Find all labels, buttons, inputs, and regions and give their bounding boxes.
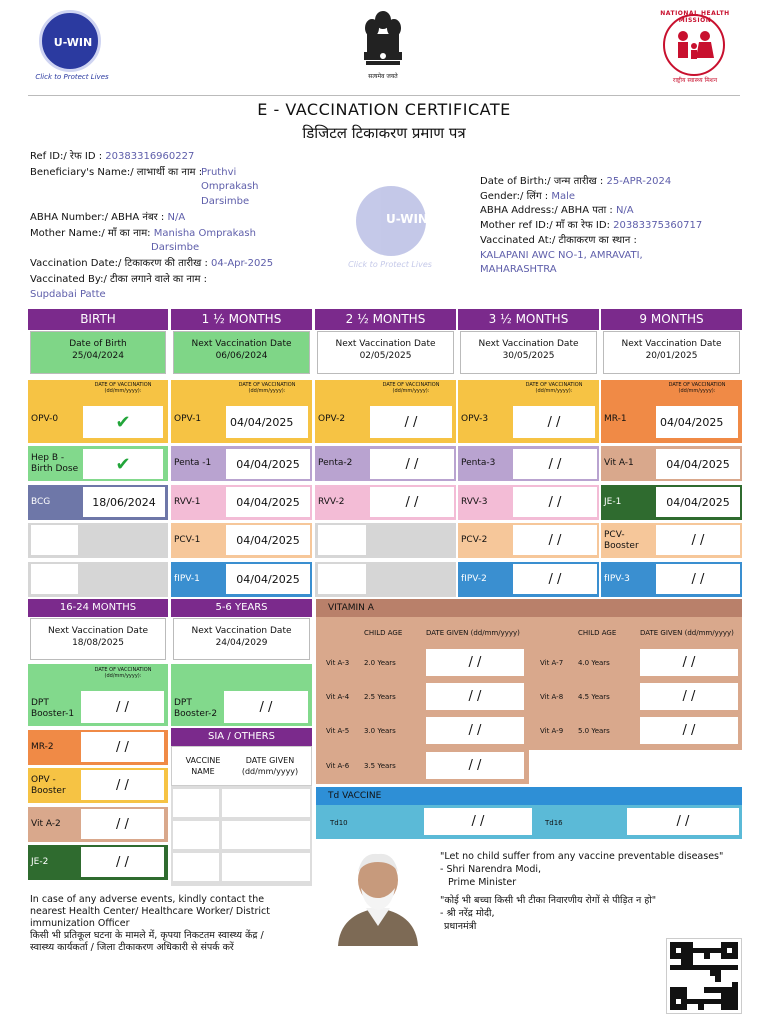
pcv-booster-label	[604, 530, 639, 552]
caption-line-2: (dd/mm/yyyy):	[104, 388, 142, 394]
opv-booster-label	[31, 775, 66, 797]
uwin-logo-text: U-WIN	[53, 36, 93, 49]
nhm-logo	[655, 10, 735, 82]
je-2-label: JE-2	[31, 857, 49, 867]
vit-a-3-age: 2.0 Years	[364, 659, 396, 667]
vitamin-a-header: VITAMIN A	[316, 599, 742, 617]
col-header-9-months: 9 MONTHS	[601, 309, 742, 330]
dpt-booster-2-date-field[interactable]: / /	[224, 691, 308, 723]
sia-others-header: SIA / OTHERS	[171, 728, 312, 746]
sia-date-field-1[interactable]	[222, 789, 310, 817]
adverse-events-line-2: nearest Health Center/ Healthcare Worker/ District	[30, 906, 270, 917]
vaccination-date-row	[30, 257, 273, 271]
hep-b-label-2: Birth Dose	[31, 463, 79, 474]
je-2-date-field[interactable]: / /	[81, 847, 164, 877]
adverse-events-notice	[30, 894, 320, 954]
vit-a-9-age: 5.0 Years	[578, 727, 610, 735]
vit-a-6-age: 3.5 Years	[364, 762, 396, 770]
td-10-label: Td10	[330, 819, 348, 827]
next-date-value-16-24: 18/08/2025	[72, 638, 124, 648]
vit-a-5-date-field[interactable]: / /	[426, 717, 524, 744]
abha-address-label: ABHA Address:/ ABHA पता :	[480, 205, 613, 216]
hep-b-date-field[interactable]	[83, 449, 163, 479]
national-emblem	[358, 8, 408, 82]
sia-col2-line1: DATE GIVEN	[245, 756, 295, 765]
beneficiary-name-2: Omprakash	[201, 181, 259, 192]
mother-label: Mother Name:/ माँ का नाम:	[30, 228, 151, 239]
opv-booster-label-1: OPV -	[31, 774, 56, 785]
hep-b-label-1: Hep B -	[31, 452, 65, 463]
td-10-date-field[interactable]: / /	[424, 808, 532, 835]
je-1-label: JE-1	[604, 497, 622, 507]
rvv-2-date-field[interactable]: / /	[370, 487, 454, 517]
opv-3-date-field[interactable]: / /	[513, 406, 595, 438]
sia-col1-line1: VACCINE	[185, 756, 221, 765]
birth-empty-field-2[interactable]	[31, 564, 78, 594]
next-date-value-5-6: 24/04/2029	[215, 638, 268, 648]
nhm-subtitle: राष्ट्रीय स्वास्थ्य मिशन	[672, 77, 718, 84]
sia-vaccine-name-field-3[interactable]	[173, 853, 219, 881]
beneficiary-name-3: Darsimbe	[201, 196, 250, 207]
opv-booster-label-2: Booster	[31, 785, 66, 796]
adverse-events-line-5: स्वास्थ्य कार्यकर्ता / जिला टीकाकरण अधिकारी से संपर्क करें	[30, 942, 234, 953]
pm-quote-line-2: - Shri Narendra Modi,	[440, 864, 542, 875]
opv-booster-date-field[interactable]: / /	[81, 770, 164, 800]
col-header-birth: BIRTH	[28, 309, 168, 330]
rvv-1-label: RVV-1	[174, 497, 201, 507]
vaccinated-by-value: Supdabai Patte	[30, 289, 106, 300]
next-date-value-9: 20/01/2025	[645, 351, 698, 361]
penta-1-date-field[interactable]: 04/04/2025	[226, 449, 310, 479]
adverse-events-line-4: किसी भी प्रतिकूल घटना के मामले में, कृपया निकटतम स्वास्थ्य केंद्र /	[30, 930, 264, 941]
rvv-3-date-field[interactable]: / /	[513, 487, 597, 517]
watermark-text: U-WIN	[386, 212, 428, 226]
td-16-date-field[interactable]: / /	[627, 808, 739, 835]
next-date-value-3-5: 30/05/2025	[502, 351, 555, 361]
next-date-label-2-5: Next Vaccination Date	[335, 339, 436, 349]
td-16-label: Td16	[545, 819, 563, 827]
uwin-watermark	[340, 186, 440, 276]
dpt-booster-2-label-2: Booster-2	[174, 709, 218, 719]
next-date-label-5-6: Next Vaccination Date	[191, 626, 292, 636]
pcv-1-date-field[interactable]: 04/04/2025	[226, 525, 310, 555]
page-title-hindi: डिजिटल टिकाकरण प्रमाण पत्र	[302, 124, 466, 142]
col3-empty-field-2[interactable]	[318, 564, 366, 594]
penta-2-label: Penta-2	[318, 458, 353, 468]
col4-date-of-vaccination-caption	[511, 382, 597, 394]
pcv-booster-label-2: Booster	[604, 540, 639, 551]
prime-minister-photo	[328, 842, 428, 946]
pcv-2-date-field[interactable]: / /	[513, 525, 597, 555]
pcv-2-label: PCV-2	[461, 535, 488, 545]
penta-1-label: Penta -1	[174, 458, 212, 468]
dpt1-date-of-vaccination-caption	[80, 667, 166, 679]
rvv-3-label: RVV-3	[461, 497, 488, 507]
caption-line-1: DATE OF VACCINATION	[525, 382, 583, 388]
penta-3-date-field[interactable]: / /	[513, 449, 597, 479]
abha-address-value: N/A	[615, 205, 634, 216]
next-date-box-3-5	[460, 331, 597, 374]
mr-2-label: MR-2	[31, 742, 54, 752]
emblem-motto: सत्यमेव जयते	[368, 73, 398, 80]
vit-a-4-date-field[interactable]: / /	[426, 683, 524, 710]
mother-row	[30, 227, 256, 241]
vaccinated-at-1: KALAPANI AWC NO-1, AMRAVATI,	[480, 250, 643, 261]
birth-date-box	[30, 331, 166, 374]
caption-line-2: (dd/mm/yyyy):	[248, 388, 286, 394]
opv-0-date-field[interactable]	[83, 406, 163, 438]
vit-a-6-date-field[interactable]: / /	[426, 752, 524, 779]
col3-empty-field-1[interactable]	[318, 525, 366, 555]
family-icon	[665, 16, 723, 74]
caption-line-2: (dd/mm/yyyy):	[104, 673, 142, 679]
je-1-date-field[interactable]: 04/04/2025	[656, 487, 740, 517]
fipv-3-label: fIPV-3	[604, 574, 630, 584]
fipv-2-date-field[interactable]: / /	[513, 564, 597, 594]
sia-vaccine-name-field-2[interactable]	[173, 821, 219, 849]
pm-quote-line-3: Prime Minister	[448, 877, 517, 888]
pcv-booster-date-field[interactable]: / /	[656, 525, 740, 555]
abha-number-label: ABHA Number:/ ABHA नंबर :	[30, 212, 165, 223]
col-header-1-5-months: 1 ½ MONTHS	[171, 309, 312, 330]
mother-ref-row	[480, 219, 702, 233]
vit-a-8-label: Vit A-8	[540, 693, 564, 701]
caption-line-2: (dd/mm/yyyy):	[392, 388, 430, 394]
opv-0-label: OPV-0	[31, 414, 59, 424]
uwin-logo	[32, 10, 110, 82]
dpt-booster-1-label-1: DPT	[31, 698, 49, 708]
emblem-icon	[358, 8, 408, 70]
gender-row	[480, 190, 575, 204]
birth-empty-field-1[interactable]	[31, 525, 78, 555]
qr-module	[732, 1004, 738, 1010]
caption-line-1: DATE OF VACCINATION	[94, 382, 152, 388]
ref-id-row	[30, 150, 194, 164]
pcv-booster-label-1: PCV-	[604, 529, 625, 540]
next-date-value-1-5: 06/06/2024	[215, 351, 268, 361]
pm-quote-line-4: "कोई भी बच्चा किसी भी टीका निवारणीय रोगों से पीड़ित न हो"	[440, 895, 657, 906]
col5-date-of-vaccination-caption	[654, 382, 740, 394]
col3-date-of-vaccination-caption	[368, 382, 454, 394]
vitamin-a-blank-area	[529, 750, 742, 784]
next-date-box-16-24	[30, 618, 166, 660]
vit-a-8-age: 4.5 Years	[578, 693, 610, 701]
vit-a-9-label: Vit A-9	[540, 727, 564, 735]
mother-name-2: Darsimbe	[151, 242, 200, 253]
opv-1-date-field[interactable]: 04/04/2025	[226, 406, 308, 438]
sia-date-field-2[interactable]	[222, 821, 310, 849]
next-date-value-2-5: 02/05/2025	[359, 351, 412, 361]
uwin-tagline: Click to Protect Lives	[35, 73, 109, 81]
next-date-box-2-5	[317, 331, 454, 374]
vit-a-2-label: Vit A-2	[31, 819, 61, 829]
sia-vaccine-name-field-1[interactable]	[173, 789, 219, 817]
rvv-1-date-field[interactable]: 04/04/2025	[226, 487, 310, 517]
vaccinated-at-label: Vaccinated At:/ टीकाकरण का स्थान :	[480, 235, 637, 246]
mr-1-label: MR-1	[604, 414, 627, 424]
next-date-box-9	[603, 331, 740, 374]
vaccination-date-label: Vaccination Date:/ टिकाकरण की तारीख :	[30, 258, 208, 269]
sia-col1-line2: NAME	[191, 767, 215, 776]
vit-a-date-given-header-right: DATE GIVEN (dd/mm/yyyy)	[640, 629, 734, 637]
caption-line-2: (dd/mm/yyyy):	[678, 388, 716, 394]
bcg-label: BCG	[31, 497, 51, 507]
vit-a-child-age-header-right: CHILD AGE	[578, 629, 617, 637]
vit-a-child-age-header-left: CHILD AGE	[364, 629, 403, 637]
rvv-2-label: RVV-2	[318, 497, 345, 507]
col-header-2-5-months: 2 ½ MONTHS	[315, 309, 456, 330]
dob-row	[480, 175, 671, 189]
next-date-label-1-5: Next Vaccination Date	[191, 339, 292, 349]
adverse-events-line-3: immunization Officer	[30, 918, 130, 929]
col-header-3-5-months: 3 ½ MONTHS	[458, 309, 599, 330]
person-icon	[328, 842, 428, 946]
vit-a-7-label: Vit A-7	[540, 659, 564, 667]
opv-1-label: OPV-1	[174, 414, 202, 424]
nhm-arc-text: NATIONAL HEALTH MISSION	[660, 10, 730, 24]
dpt-booster-1-label-2: Booster-1	[31, 709, 75, 719]
dpt-booster-1-label	[31, 698, 74, 720]
gender-label: Gender:/ लिंग :	[480, 191, 549, 202]
col-header-16-24-months: 16-24 MONTHS	[28, 599, 168, 617]
next-date-box-1-5	[173, 331, 310, 374]
dpt-booster-2-label-1: DPT	[174, 698, 192, 708]
next-date-label-16-24: Next Vaccination Date	[47, 626, 149, 636]
vit-a-7-age: 4.0 Years	[578, 659, 610, 667]
td-vaccine-header: Td VACCINE	[316, 787, 742, 805]
opv-3-label: OPV-3	[461, 414, 489, 424]
watermark-circle	[356, 186, 426, 256]
birth-date-label: Date of Birth	[69, 339, 127, 349]
caption-line-1: DATE OF VACCINATION	[238, 382, 296, 388]
vaccination-date-value: 04-Apr-2025	[211, 258, 274, 269]
mother-ref-value: 20383375360717	[613, 220, 703, 231]
vit-a-4-label: Vit A-4	[326, 693, 350, 701]
caption-line-1: DATE OF VACCINATION	[668, 382, 726, 388]
birth-date-of-vaccination-caption	[80, 382, 166, 394]
vit-a-4-age: 2.5 Years	[364, 693, 396, 701]
vit-a-3-label: Vit A-3	[326, 659, 350, 667]
fipv-1-date-field[interactable]: 04/04/2025	[226, 564, 310, 594]
next-date-label-9: Next Vaccination Date	[621, 339, 722, 349]
qr-code[interactable]	[666, 938, 742, 1014]
beneficiary-name-1: Pruthvi	[201, 167, 237, 178]
abha-number-value: N/A	[167, 212, 186, 223]
abha-address-row	[480, 204, 634, 218]
fipv-2-label: fIPV-2	[461, 574, 487, 584]
dob-label: Date of Birth:/ जन्म तारीख :	[480, 176, 604, 187]
col2-date-of-vaccination-caption	[224, 382, 310, 394]
check-icon: ✔	[115, 453, 131, 475]
pcv-1-label: PCV-1	[174, 535, 201, 545]
dpt-booster-1-date-field[interactable]: / /	[81, 691, 164, 723]
gender-value: Male	[551, 191, 576, 202]
penta-3-label: Penta-3	[461, 458, 496, 468]
abha-number-row	[30, 211, 185, 225]
sia-date-field-3[interactable]	[222, 853, 310, 881]
caption-line-2: (dd/mm/yyyy):	[535, 388, 573, 394]
next-date-box-5-6	[173, 618, 310, 660]
vit-a-2-date-field[interactable]: / /	[81, 809, 164, 839]
col-header-5-6-years: 5-6 YEARS	[171, 599, 312, 617]
vit-a-5-label: Vit A-5	[326, 727, 350, 735]
bcg-date-field[interactable]: 18/06/2024	[83, 487, 165, 517]
vit-a-date-given-header-left: DATE GIVEN (dd/mm/yyyy)	[426, 629, 520, 637]
vaccinated-by-label: Vaccinated By:/ टीका लगाने वाले का नाम :	[30, 274, 208, 285]
sia-date-given-header	[230, 755, 310, 777]
dob-value: 25-APR-2024	[606, 176, 672, 187]
fipv-1-label: fIPV-1	[174, 574, 200, 584]
vit-a-9-date-field[interactable]: / /	[640, 717, 738, 744]
caption-line-1: DATE OF VACCINATION	[94, 667, 152, 673]
beneficiary-label: Beneficiary's Name:/ लाभार्थी का नाम :	[30, 167, 203, 178]
dpt-booster-2-label	[174, 698, 217, 720]
mother-ref-label: Mother ref ID:/ माँ का रेफ ID:	[480, 220, 610, 231]
vit-a-1-label: Vit A-1	[604, 458, 634, 468]
pm-quote-line-1: "Let no child suffer from any vaccine preventable diseases"	[440, 851, 724, 862]
ref-id-value: 20383316960227	[105, 151, 195, 162]
vit-a-5-age: 3.0 Years	[364, 727, 396, 735]
header-divider	[28, 95, 740, 96]
penta-2-date-field[interactable]: / /	[370, 449, 454, 479]
uwin-logo-circle	[39, 10, 101, 72]
check-icon: ✔	[115, 411, 131, 433]
pm-quote-line-5: - श्री नरेंद्र मोदी,	[440, 908, 495, 919]
vit-a-8-date-field[interactable]: / /	[640, 683, 738, 710]
watermark-tagline: Click to Protect Lives	[348, 260, 432, 269]
mr-2-date-field[interactable]: / /	[81, 732, 164, 762]
mr-1-date-field[interactable]: 04/04/2025	[656, 406, 738, 438]
birth-date-value: 25/04/2024	[72, 351, 124, 361]
ref-id-label: Ref ID:/ रेफ ID :	[30, 151, 103, 162]
sia-vaccine-name-header	[178, 755, 228, 777]
vit-a-6-label: Vit A-6	[326, 762, 350, 770]
vit-a-1-date-field[interactable]: 04/04/2025	[656, 449, 740, 479]
adverse-events-line-1: In case of any adverse events, kindly contact the	[30, 894, 265, 905]
mother-name-1: Manisha Omprakash	[153, 228, 256, 239]
sia-column-headers	[171, 746, 312, 786]
page-title: E - VACCINATION CERTIFICATE	[257, 100, 511, 119]
opv-2-label: OPV-2	[318, 414, 346, 424]
sia-col2-line2: (dd/mm/yyyy)	[241, 767, 299, 776]
vit-a-7-date-field[interactable]: / /	[640, 649, 738, 676]
fipv-3-date-field[interactable]: / /	[656, 564, 740, 594]
vaccinated-at-2: MAHARASHTRA	[480, 264, 557, 275]
vit-a-3-date-field[interactable]: / /	[426, 649, 524, 676]
opv-2-date-field[interactable]: / /	[370, 406, 452, 438]
caption-line-1: DATE OF VACCINATION	[382, 382, 440, 388]
hep-b-label	[31, 453, 78, 475]
next-date-label-3-5: Next Vaccination Date	[478, 339, 579, 349]
pm-quote-line-6: प्रधानमंत्री	[444, 921, 477, 932]
pm-quote	[440, 850, 740, 933]
